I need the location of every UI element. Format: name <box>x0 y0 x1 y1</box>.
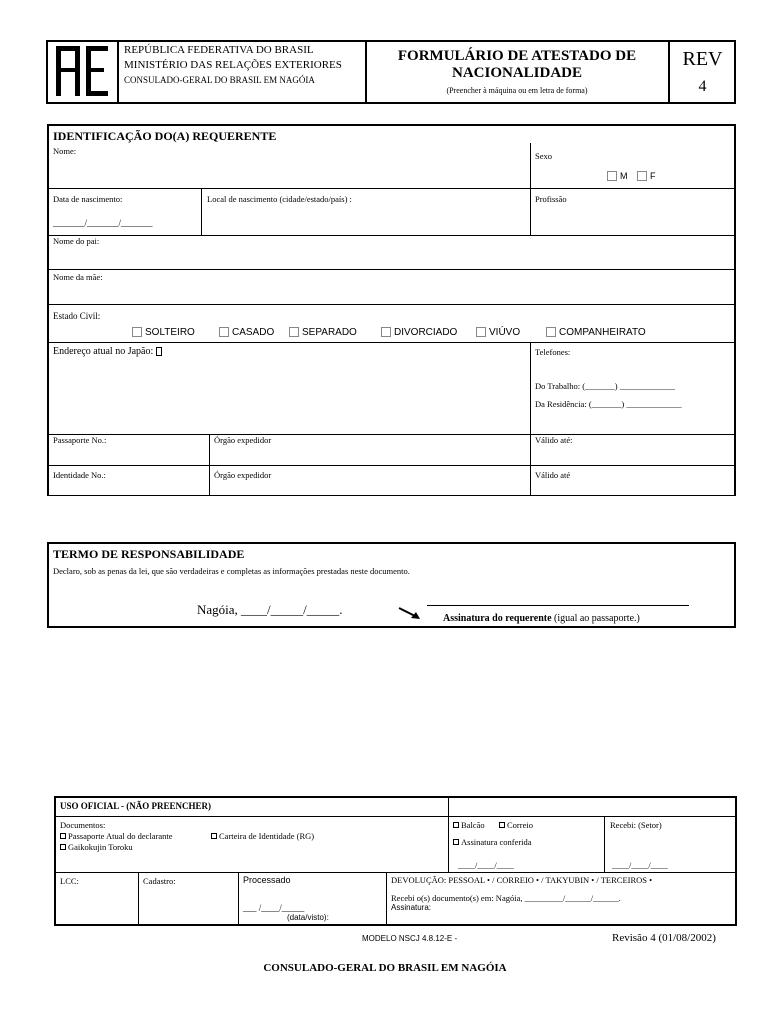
doc-gaikokujin-checkbox[interactable] <box>60 844 66 850</box>
divider <box>47 188 736 189</box>
assinatura-conferida-label: Assinatura conferida <box>461 837 532 847</box>
endereco-label <box>53 346 165 357</box>
civil-solteiro[interactable] <box>132 327 195 338</box>
form-subtitle: (Preencher à máquina ou em letra de forma) <box>446 86 588 95</box>
form-title-1: FORMULÁRIO DE ATESTADO DE <box>397 48 637 64</box>
assinatura-rest: (igual ao passaporte.) <box>551 613 640 624</box>
logo-ae-icon <box>52 42 114 100</box>
opt-correio[interactable] <box>499 820 533 830</box>
divider <box>448 796 449 872</box>
checkbox-companheirato[interactable] <box>546 327 556 337</box>
modelo-label: MODELO NSCJ 4.8.12-E - <box>362 934 458 943</box>
data-nascimento-blank[interactable]: _______/_______/_______ <box>53 218 153 228</box>
local-nascimento-label: Local de nascimento (cidade/estado/país) : <box>207 194 352 204</box>
rev-number: 4 <box>698 78 707 95</box>
opt-balcao[interactable] <box>453 820 485 830</box>
casado-label: CASADO <box>232 327 275 338</box>
divider <box>138 872 139 926</box>
correio-label: Correio <box>507 820 533 830</box>
recebi-setor-label: Recebi: (Setor) <box>610 820 662 830</box>
profissao-label: Profissão <box>535 194 567 204</box>
telefone-residencia[interactable]: Da Residência: (_______) _____________ <box>535 399 682 409</box>
endereco-text: Endereço atual no Japão: <box>53 346 156 357</box>
estado-civil-label: Estado Civil: <box>53 311 101 321</box>
divider <box>47 235 736 236</box>
sexo-f-label: F <box>650 171 656 181</box>
assinatura-bold: Assinatura do requerente <box>443 613 552 624</box>
balcao-checkbox[interactable] <box>453 822 459 828</box>
footer-consulado: CONSULADO-GERAL DO BRASIL EM NAGÓIA <box>263 962 507 974</box>
solteiro-label: SOLTEIRO <box>145 327 195 338</box>
doc-identidade-checkbox[interactable] <box>211 833 217 839</box>
correio-checkbox[interactable] <box>499 822 505 828</box>
cadastro-label: Cadastro: <box>143 876 176 886</box>
divider <box>530 342 531 434</box>
header-line1: REPÚBLICA FEDERATIVA DO BRASIL <box>124 44 314 56</box>
valido-ate-2: Válido até <box>535 470 571 480</box>
termo-text: Declaro, sob as penas da lei, que são verdadeiras e completas as informações prestadas neste documento. <box>53 566 410 576</box>
header-divider-logo <box>117 40 119 104</box>
doc-passaporte[interactable] <box>60 831 173 841</box>
doc-identidade-label: Carteira de Identidade (RG) <box>219 831 315 841</box>
passaporte-label: Passaporte No.: <box>53 435 107 445</box>
rev-label: REV <box>682 48 723 70</box>
civil-viuvo[interactable] <box>476 327 520 338</box>
sexo-option-m[interactable] <box>607 171 628 181</box>
doc-passaporte-checkbox[interactable] <box>60 833 66 839</box>
civil-separado[interactable] <box>289 327 357 338</box>
divider <box>530 143 531 188</box>
signature-line[interactable] <box>427 605 689 606</box>
termo-title: TERMO DE RESPONSABILIDADE <box>53 547 245 561</box>
nome-pai-label: Nome do pai: <box>53 236 100 246</box>
nome-mae-label: Nome da mãe: <box>53 272 103 282</box>
companheirato-label: COMPANHEIRATO <box>559 327 646 338</box>
documentos-label: Documentos: <box>60 820 106 830</box>
checkbox-f[interactable] <box>637 171 647 181</box>
civil-divorciado[interactable] <box>381 327 457 338</box>
identificacao-title: IDENTIFICAÇÃO DO(A) REQUERENTE <box>53 129 277 143</box>
orgao-expedidor-2: Órgão expedidor <box>214 470 272 480</box>
identidade-label: Identidade No.: <box>53 470 106 480</box>
uso-oficial-title: USO OFICIAL - (NÃO PREENCHER) <box>60 801 212 811</box>
civil-casado[interactable] <box>219 327 274 338</box>
assinatura-requerente <box>443 613 640 624</box>
divider <box>47 304 736 305</box>
telefone-trabalho[interactable]: Do Trabalho: (_______) _____________ <box>535 381 676 391</box>
sexo-m-label: M <box>620 171 628 181</box>
doc-gaikokujin-label: Gaikokujin Toroku <box>68 842 133 852</box>
checkbox-casado[interactable] <box>219 327 229 337</box>
processado-label: Processado <box>243 875 291 885</box>
divider <box>530 188 531 235</box>
valido-ate-1: Válido até: <box>535 435 573 445</box>
divider <box>604 816 605 872</box>
telefones-label: Telefones: <box>535 347 571 357</box>
divider <box>47 342 736 343</box>
checkbox-viuvo[interactable] <box>476 327 486 337</box>
recebi-documentos[interactable]: Recebi o(s) documento(s) em: Nagóia, _________/______/______. <box>391 893 621 903</box>
processado-blank[interactable]: ___ /____/_____ <box>243 903 305 913</box>
devolucao-label: DEVOLUÇÃO: PESSOAL • / CORREIO • / TAKYUBIN • / TERCEIROS • <box>391 875 653 885</box>
assinatura-conferida-checkbox[interactable] <box>453 839 459 845</box>
checkbox-solteiro[interactable] <box>132 327 142 337</box>
endereco-box <box>156 347 162 356</box>
sexo-option-f[interactable] <box>637 171 656 181</box>
civil-companheirato[interactable] <box>546 327 646 338</box>
arrow-icon <box>398 606 422 625</box>
checkbox-m[interactable] <box>607 171 617 181</box>
divider <box>47 269 736 270</box>
divider <box>54 816 737 817</box>
form-title-2: NACIONALIDADE <box>451 65 582 81</box>
doc-gaikokujin[interactable] <box>60 842 133 852</box>
divider <box>47 465 736 466</box>
nome-field[interactable] <box>52 158 526 186</box>
balcao-label: Balcão <box>461 820 485 830</box>
revisao-label: Revisão 4 (01/08/2002) <box>612 932 716 944</box>
divorciado-label: DIVORCIADO <box>394 327 458 338</box>
logo <box>52 42 114 100</box>
doc-passaporte-label: Passaporte Atual do declarante <box>68 831 173 841</box>
divider <box>386 872 387 926</box>
doc-identidade[interactable] <box>211 831 314 841</box>
date-blank-1[interactable]: ____/____/____ <box>458 860 514 870</box>
header-line3: CONSULADO-GERAL DO BRASIL EM NAGÓIA <box>124 75 315 85</box>
opt-assinatura-conferida[interactable] <box>453 837 532 847</box>
checkbox-divorciado[interactable] <box>381 327 391 337</box>
termo-local-data[interactable]: Nagóia, ____/_____/_____. <box>197 602 343 617</box>
orgao-expedidor-1: Órgão expedidor <box>214 435 272 445</box>
separado-label: SEPARADO <box>302 327 357 338</box>
divider <box>54 872 737 873</box>
header-line2: MINISTÉRIO DAS RELAÇÕES EXTERIORES <box>124 59 342 71</box>
data-nascimento-label: Data de nascimento: <box>53 194 123 204</box>
nome-label: Nome: <box>53 146 77 156</box>
assinatura-oficial[interactable]: Assinatura: <box>391 903 432 912</box>
data-visto-label: (data/visto): <box>287 913 329 922</box>
checkbox-separado[interactable] <box>289 327 299 337</box>
lcc-label: LCC: <box>60 876 79 886</box>
date-blank-2[interactable]: ____/____/____ <box>612 860 668 870</box>
divider <box>47 434 736 435</box>
viuvo-label: VIÚVO <box>489 327 521 338</box>
divider <box>238 872 239 926</box>
divider <box>201 188 202 235</box>
sexo-label: Sexo <box>535 151 552 161</box>
